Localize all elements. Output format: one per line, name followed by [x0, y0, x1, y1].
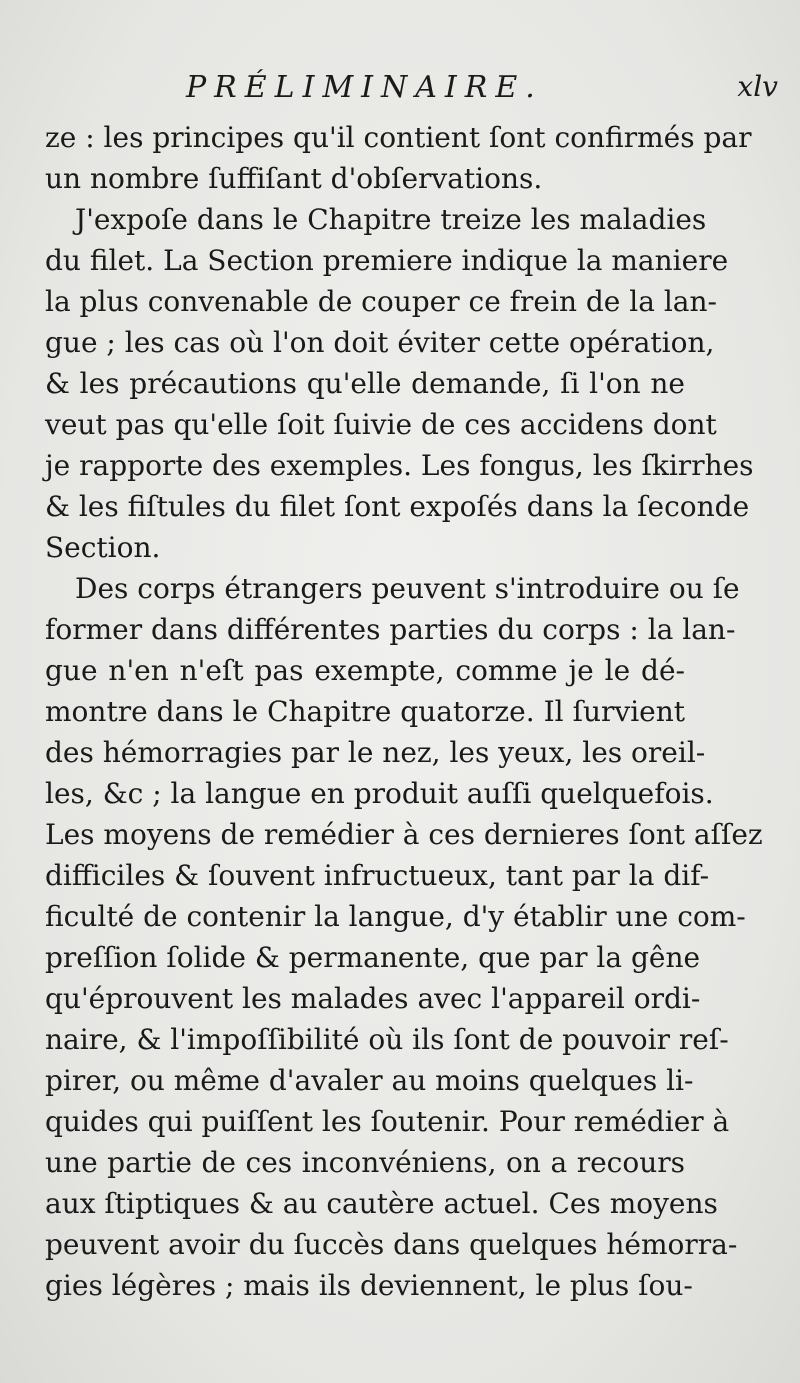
text-line: les, &c ; la langue en produit auſſi quelquefois.: [45, 777, 714, 810]
text-line: & les précautions qu'elle demande, ſi l'on ne: [45, 367, 685, 400]
text-line: gue ; les cas où l'on doit éviter cette opération,: [45, 326, 715, 359]
text-line: pirer, ou même d'avaler au moins quelques li-: [45, 1064, 694, 1097]
text-line: veut pas qu'elle ſoit ſuivie de ces accidens dont: [45, 408, 717, 441]
text-line: & les fiſtules du filet ſont expoſés dans la ſeconde: [45, 490, 750, 523]
text-line: gies légères ; mais ils deviennent, le plus ſou-: [45, 1269, 693, 1302]
text-line: preſſion ſolide & permanente, que par la gêne: [45, 941, 701, 974]
text-line: des hémorragies par le nez, les yeux, les oreil-: [45, 736, 706, 769]
text-line: Section.: [45, 531, 161, 564]
text-line: qu'éprouvent les malades avec l'appareil ordi-: [45, 982, 701, 1015]
text-line: montre dans le Chapitre quatorze. Il ſurvient: [45, 695, 685, 728]
text-line: du filet. La Section premiere indique la maniere: [45, 244, 729, 277]
text-line: former dans différentes parties du corps : la lan-: [45, 613, 736, 646]
text-line: J'expoſe dans le Chapitre treize les maladies: [75, 203, 707, 236]
text-line: aux ſtiptiques & au cautère actuel. Ces moyens: [45, 1187, 718, 1220]
text-line: peuvent avoir du ſuccès dans quelques hémorra-: [45, 1228, 738, 1261]
text-line: quides qui puiſſent les ſoutenir. Pour remédier à: [45, 1105, 730, 1138]
text-line: un nombre ſuffiſant d'obſervations.: [45, 162, 543, 195]
text-line: je rapporte des exemples. Les fongus, les ſkirrhes: [45, 449, 754, 482]
page-number: xlv: [737, 70, 778, 103]
text-line: naire, & l'impoſſibilité où ils ſont de pouvoir reſ-: [45, 1023, 729, 1056]
text-line: difficiles & ſouvent infructueux, tant par la dif-: [45, 859, 710, 892]
text-line: gue n'en n'eſt pas exempte, comme je le dé-: [45, 654, 685, 687]
page-header: [0, 66, 800, 116]
text-line: la plus convenable de couper ce frein de la lan-: [45, 285, 717, 318]
text-line: Des corps étrangers peuvent s'introduire ou ſe: [75, 572, 740, 605]
running-title: PRÉLIMINAIRE.: [186, 70, 543, 105]
text-line: une partie de ces inconvéniens, on a recours: [45, 1146, 685, 1179]
text-line: Les moyens de remédier à ces dernieres ſont aſſez: [45, 818, 763, 851]
text-line: ze : les principes qu'il contient ſont confirmés par: [45, 121, 752, 154]
text-line: ficulté de contenir la langue, d'y établir une com-: [45, 900, 746, 933]
